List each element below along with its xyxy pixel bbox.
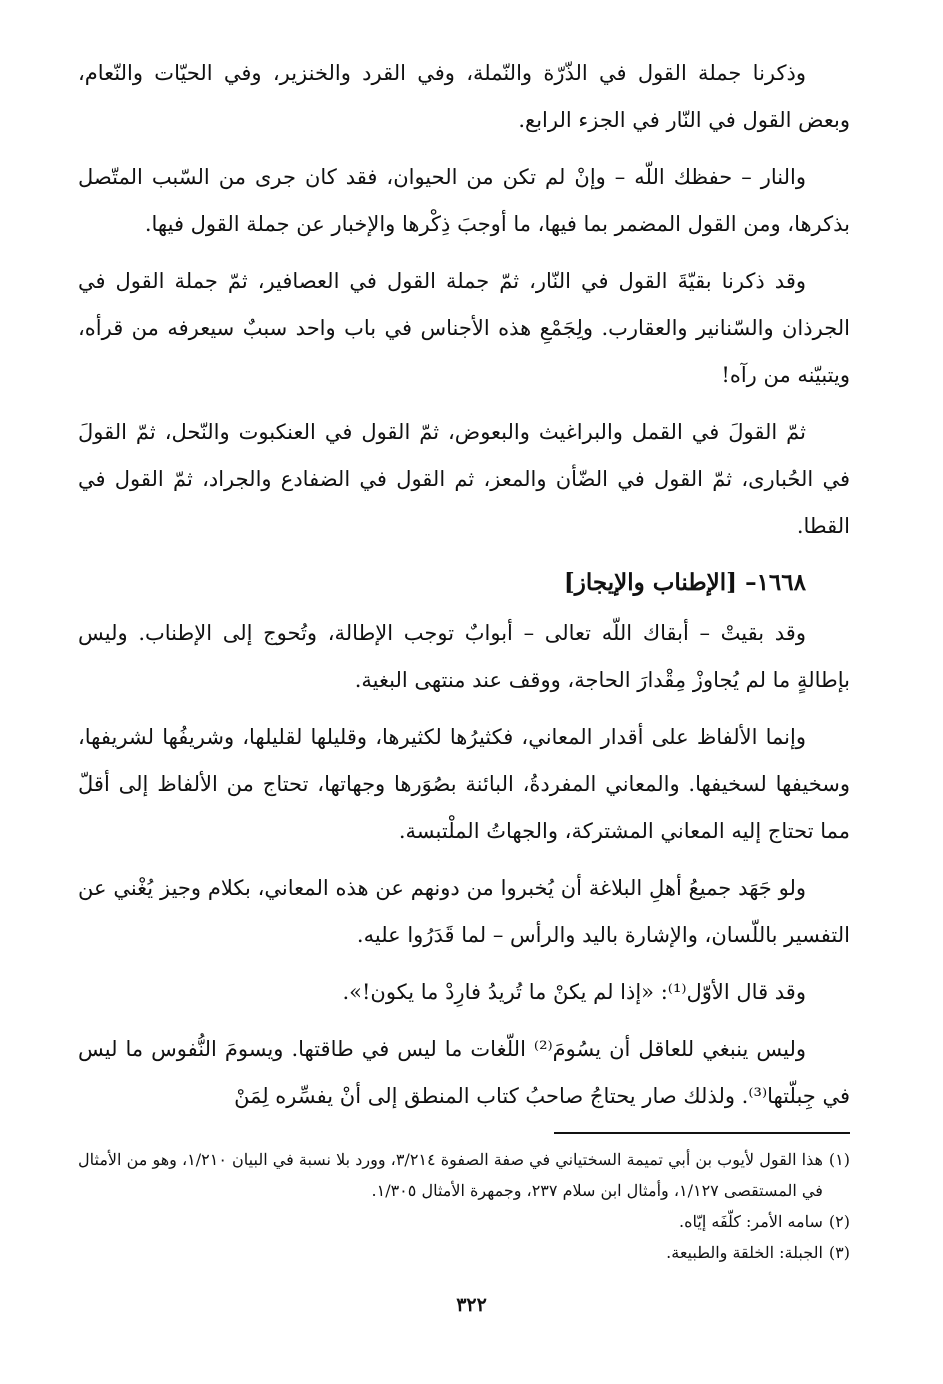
footnote-number: (٢) [828,1212,850,1231]
paragraph-7: ولو جَهَد جميعُ أهلِ البلاغة أن يُخبروا من دونهم عن هذه المعاني، بكلام وجيز يُغْني عن التفسير باللّسان، والإشارة باليد والرأس – لما قَدَرُوا عليه. [78,876,850,947]
section-heading: ١٦٦٨– [الإطناب والإيجاز] [563,569,806,596]
paragraph-9: وليس ينبغي للعاقل أن يسُومَ⁽²⁾ اللّغات ما ليس في طاقتها. ويسومَ النُّفوس ما ليس في جِبلّتها⁽³⁾. ولذلك صار يحتاجُ صاحبُ كتاب المنطق إلى أنْ يفسِّره لِمَنْ [78,1037,850,1108]
footnote-divider [554,1132,850,1134]
page-number: ٣٢٢ [456,1294,487,1316]
paragraph-8: وقد قال الأوّل⁽¹⁾: «إذا لم يكنْ ما تُريدُ فارِدْ ما يكون!». [342,980,806,1004]
footnote-text: الجبلة: الخلقة والطبيعة. [666,1243,823,1262]
book-page [78,50,850,1350]
footnote-2 [78,1206,850,1237]
footnote-number: (١) [828,1150,850,1169]
paragraph-6: وإنما الألفاظ على أقدار المعاني، فكثيرُها لكثيرها، وقليلها لقليلها، وشريفُها لشريفها، وسخيفها لسخيفها. والمعاني المفردةُ، البائنة بصُوَرها وجهاتها، تحتاج من الألفاظ إلى أقلّ مما تحتاج إليه المعاني المشتركة، والجهاتُ الملْتبسة. [78,725,850,843]
paragraph-1: وذكرنا جملة القول في الذّرّة والنّملة، وفي القرد والخنزير، وفي الحيّات والنّعام، وبعض القول في النّار في الجزء الرابع. [78,61,850,132]
paragraph-3: وقد ذكرنا بقيّةَ القول في النّار، ثمّ جملة القول في العصافير، ثمّ جملة القول في الجرذان والسّنانير والعقارب. ولِجَمْعِ هذه الأجناس في باب واحد سببٌ سيعرفه من قرأه، ويتبيّنه من رآه! [78,269,850,387]
footnote-number: (٣) [828,1243,850,1262]
footnote-1 [78,1144,850,1206]
footnote-text: سامه الأمر: كلّفَه إيّاه. [679,1212,823,1231]
paragraph-2: والنار – حفظك اللّه – وإنْ لم تكن من الحيوان، فقد كان جرى من السّبب المتّصل بذكرها، ومن القول المضمر بما فيها، ما أوجبَ ذِكْرها والإخبار عن جملة القول فيها. [78,165,850,236]
paragraph-5: وقد بقيتْ – أبقاك اللّه تعالى – أبوابٌ توجب الإطالة، وتُحوج إلى الإطناب. وليس بإطالةٍ ما لم يُجاوزْ مِقْدارَ الحاجة، ووقف عند منتهى البغية. [78,621,850,692]
footnotes [78,1144,850,1268]
footnote-3 [78,1237,850,1268]
footnote-text: هذا القول لأيوب بن أبي تميمة السختياني في صفة الصفوة ٣/٢١٤، وورد بلا نسبة في البيان ١/٢١٠، وهو من الأمثال في المستقصى ١/١٢٧، وأمثال ابن سلام ٢٣٧، وجمهرة الأمثال ١/٣٠٥. [78,1150,823,1200]
paragraph-4: ثمّ القولَ في القمل والبراغيث والبعوض، ثمّ القول في العنكبوت والنّحل، ثمّ القولَ في الحُبارى، ثمّ القول في الضّأن والمعز، ثم القول في الضفادع والجراد، ثمّ القول في القطا. [78,420,850,538]
